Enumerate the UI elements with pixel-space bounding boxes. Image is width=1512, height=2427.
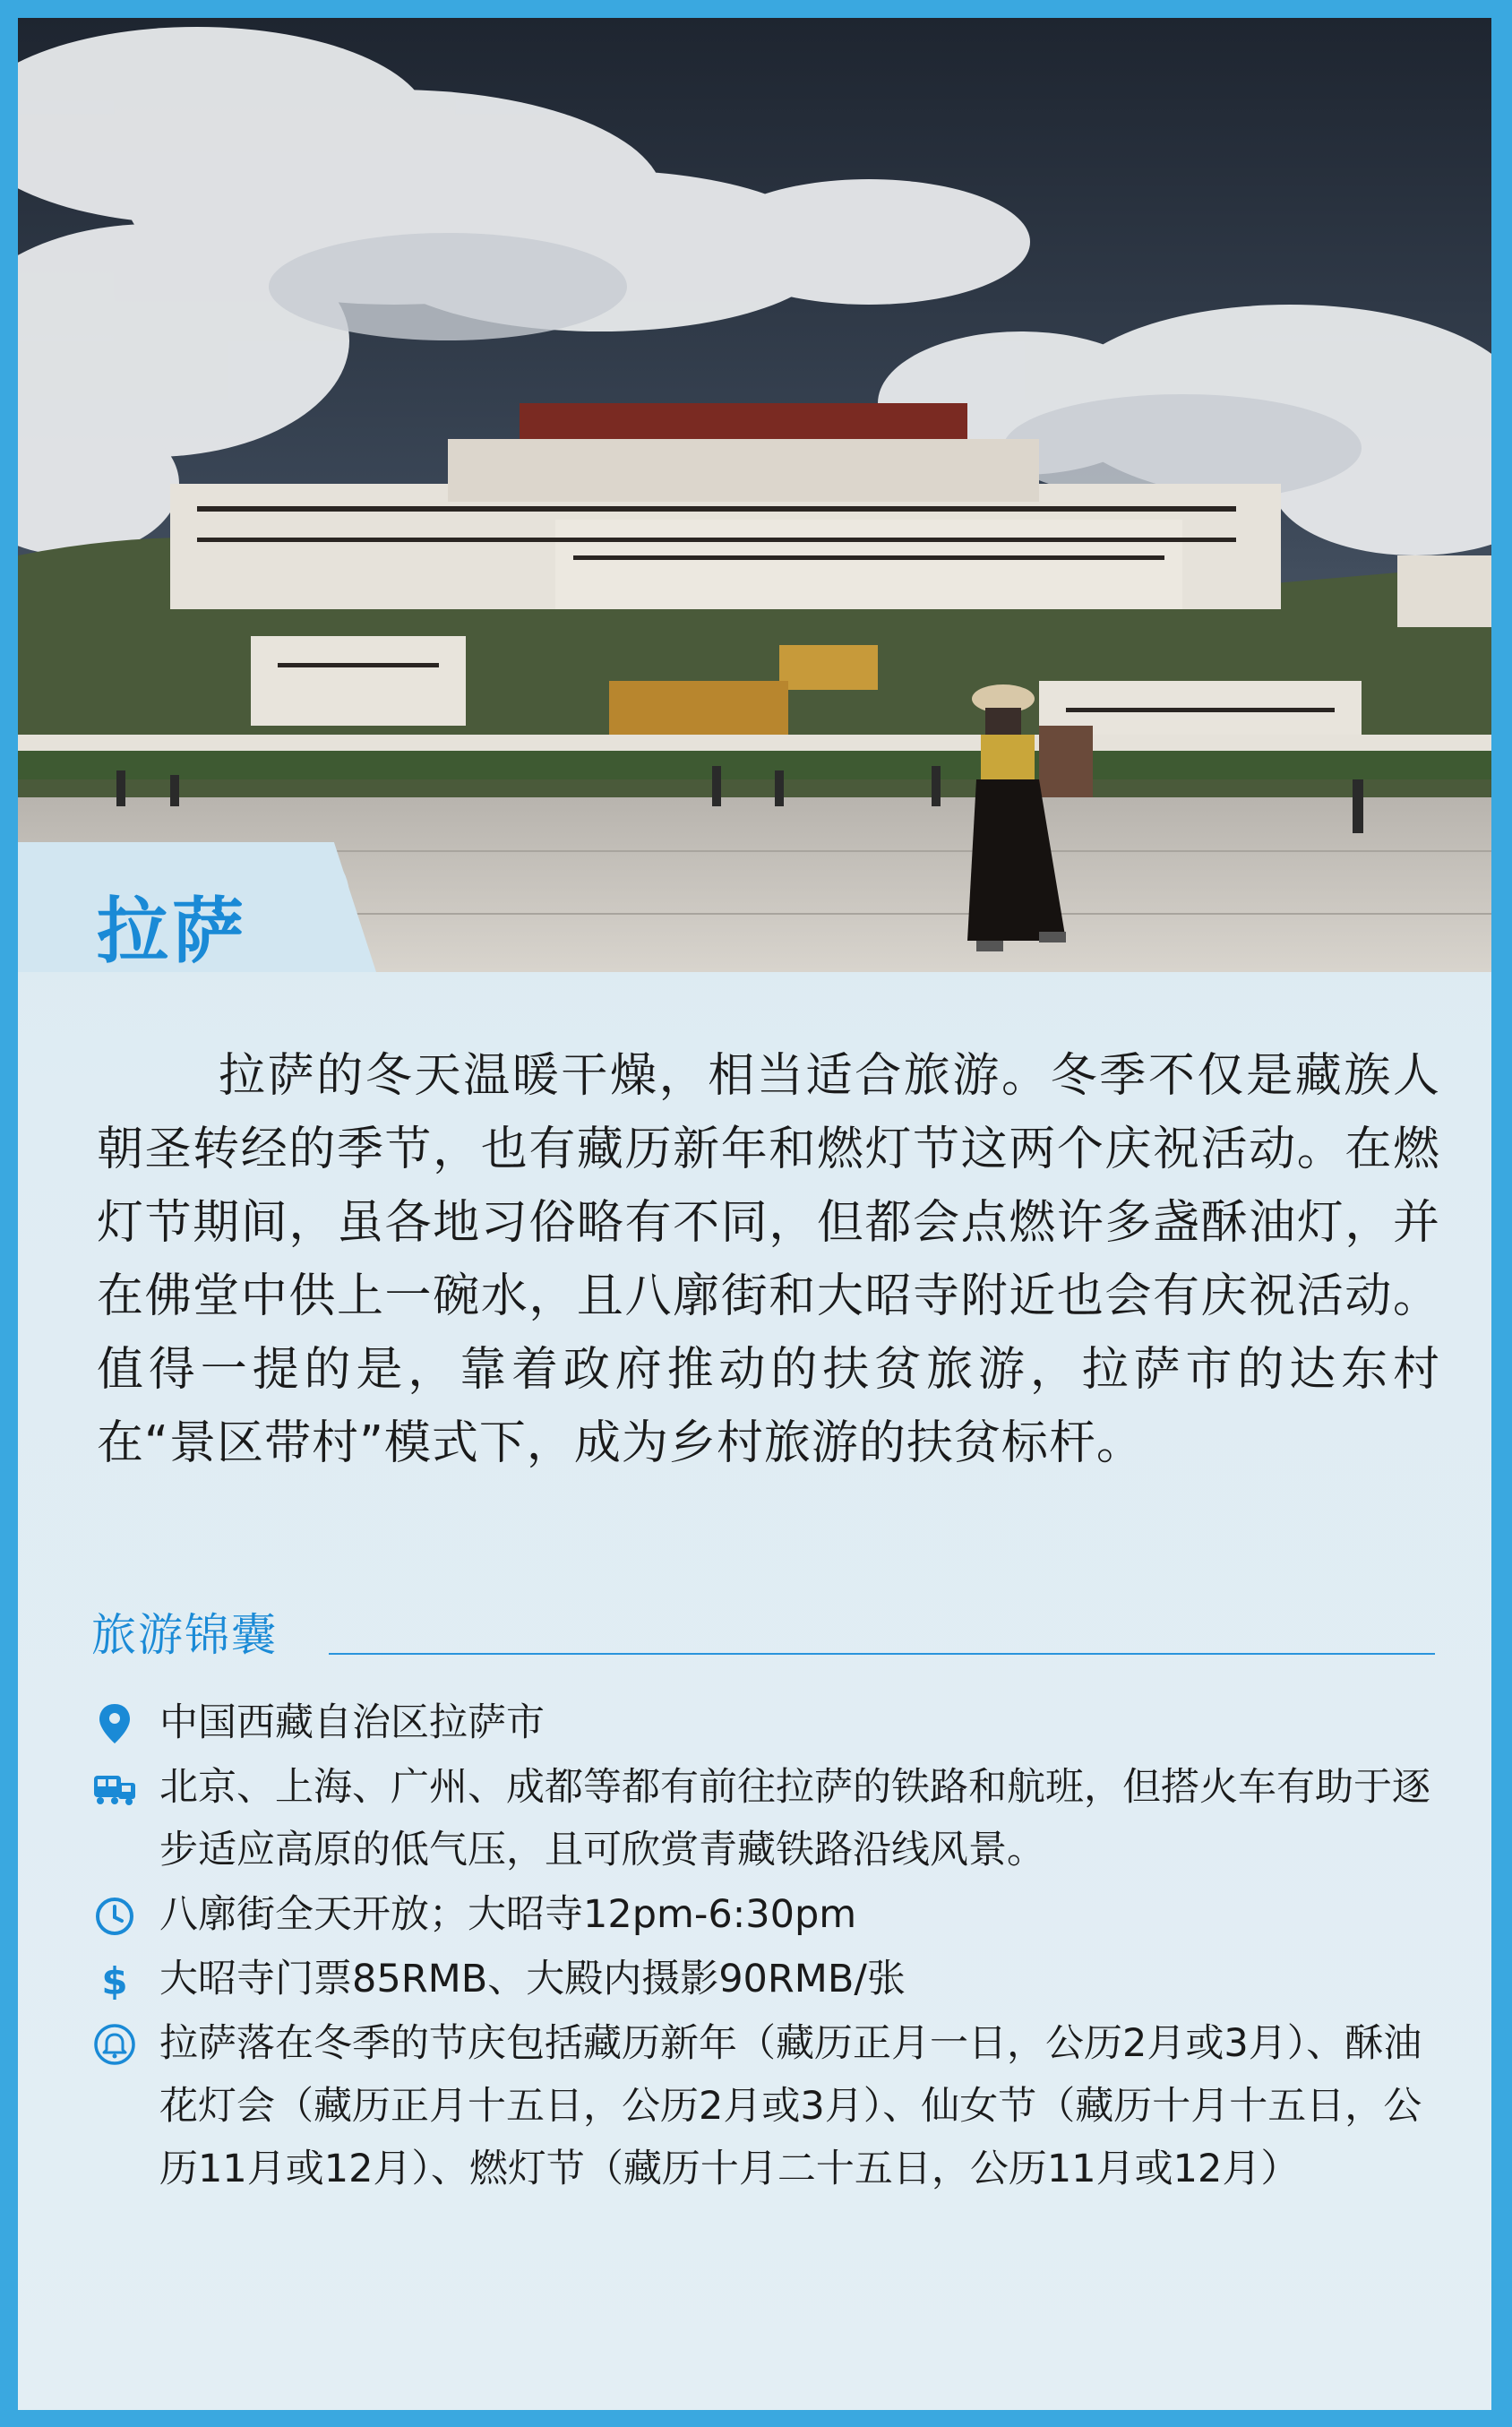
- tips-header: [91, 1599, 1435, 1671]
- tip-hours-text: 八廓街全天开放；大昭寺12pm-6:30pm: [159, 1892, 857, 1937]
- tip-price-text: 大昭寺门票85RMB、大殿内摄影90RMB/张: [159, 1957, 906, 2001]
- potala-palace-photo: [18, 18, 1491, 972]
- transport-icon: [91, 1765, 138, 1812]
- right-border: [1491, 0, 1512, 2427]
- intro-paragraph: 拉萨的冬天温暖干燥，相当适合旅游。冬季不仅是藏族人朝圣转经的季节，也有藏历新年和燃灯节这两个庆祝活动。在燃灯节期间，虽各地习俗略有不同，但都会点燃许多盏酥油灯，并在佛堂中供上一碗水，且八廓街和大昭寺附近也会有庆祝活动。值得一提的是，靠着政府推动的扶贫旅游，拉萨市的达东村在“景区带村”模式下，成为乡村旅游的扶贫标杆。: [97, 1049, 1440, 1470]
- dollar-icon: [91, 1957, 138, 2003]
- location-pin-icon: [91, 1700, 138, 1747]
- tip-price: [91, 1948, 1444, 2010]
- tip-transport-text: 北京、上海、广州、成都等都有前往拉萨的铁路和航班，但搭火车有助于逐步适应高原的低气压，且可欣赏青藏铁路沿线风景。: [159, 1765, 1430, 1872]
- bell-icon: [91, 2021, 138, 2068]
- article-card: [18, 18, 1491, 2410]
- clock-icon: [91, 1892, 138, 1939]
- svg-text:$: $: [101, 1959, 128, 2003]
- page-title: 拉萨: [97, 889, 247, 973]
- tip-transport: [91, 1756, 1444, 1881]
- tip-location-text: 中国西藏自治区拉萨市: [159, 1700, 545, 1745]
- tip-festivals-text: 拉萨落在冬季的节庆包括藏历新年（藏历正月一日，公历2月或3月）、酥油花灯会（藏历正月十五日，公历2月或3月）、仙女节（藏历十月十五日，公历11月或12月）、燃灯节（藏历十月二十五日，公历11月或12月）: [159, 2021, 1422, 2191]
- tip-festivals: [91, 2012, 1444, 2200]
- tip-location: [91, 1691, 1444, 1754]
- tips-list: [91, 1691, 1444, 2202]
- tips-divider: [329, 1653, 1435, 1655]
- tips-title: 旅游锦囊: [91, 1609, 278, 1661]
- tip-hours: [91, 1883, 1444, 1946]
